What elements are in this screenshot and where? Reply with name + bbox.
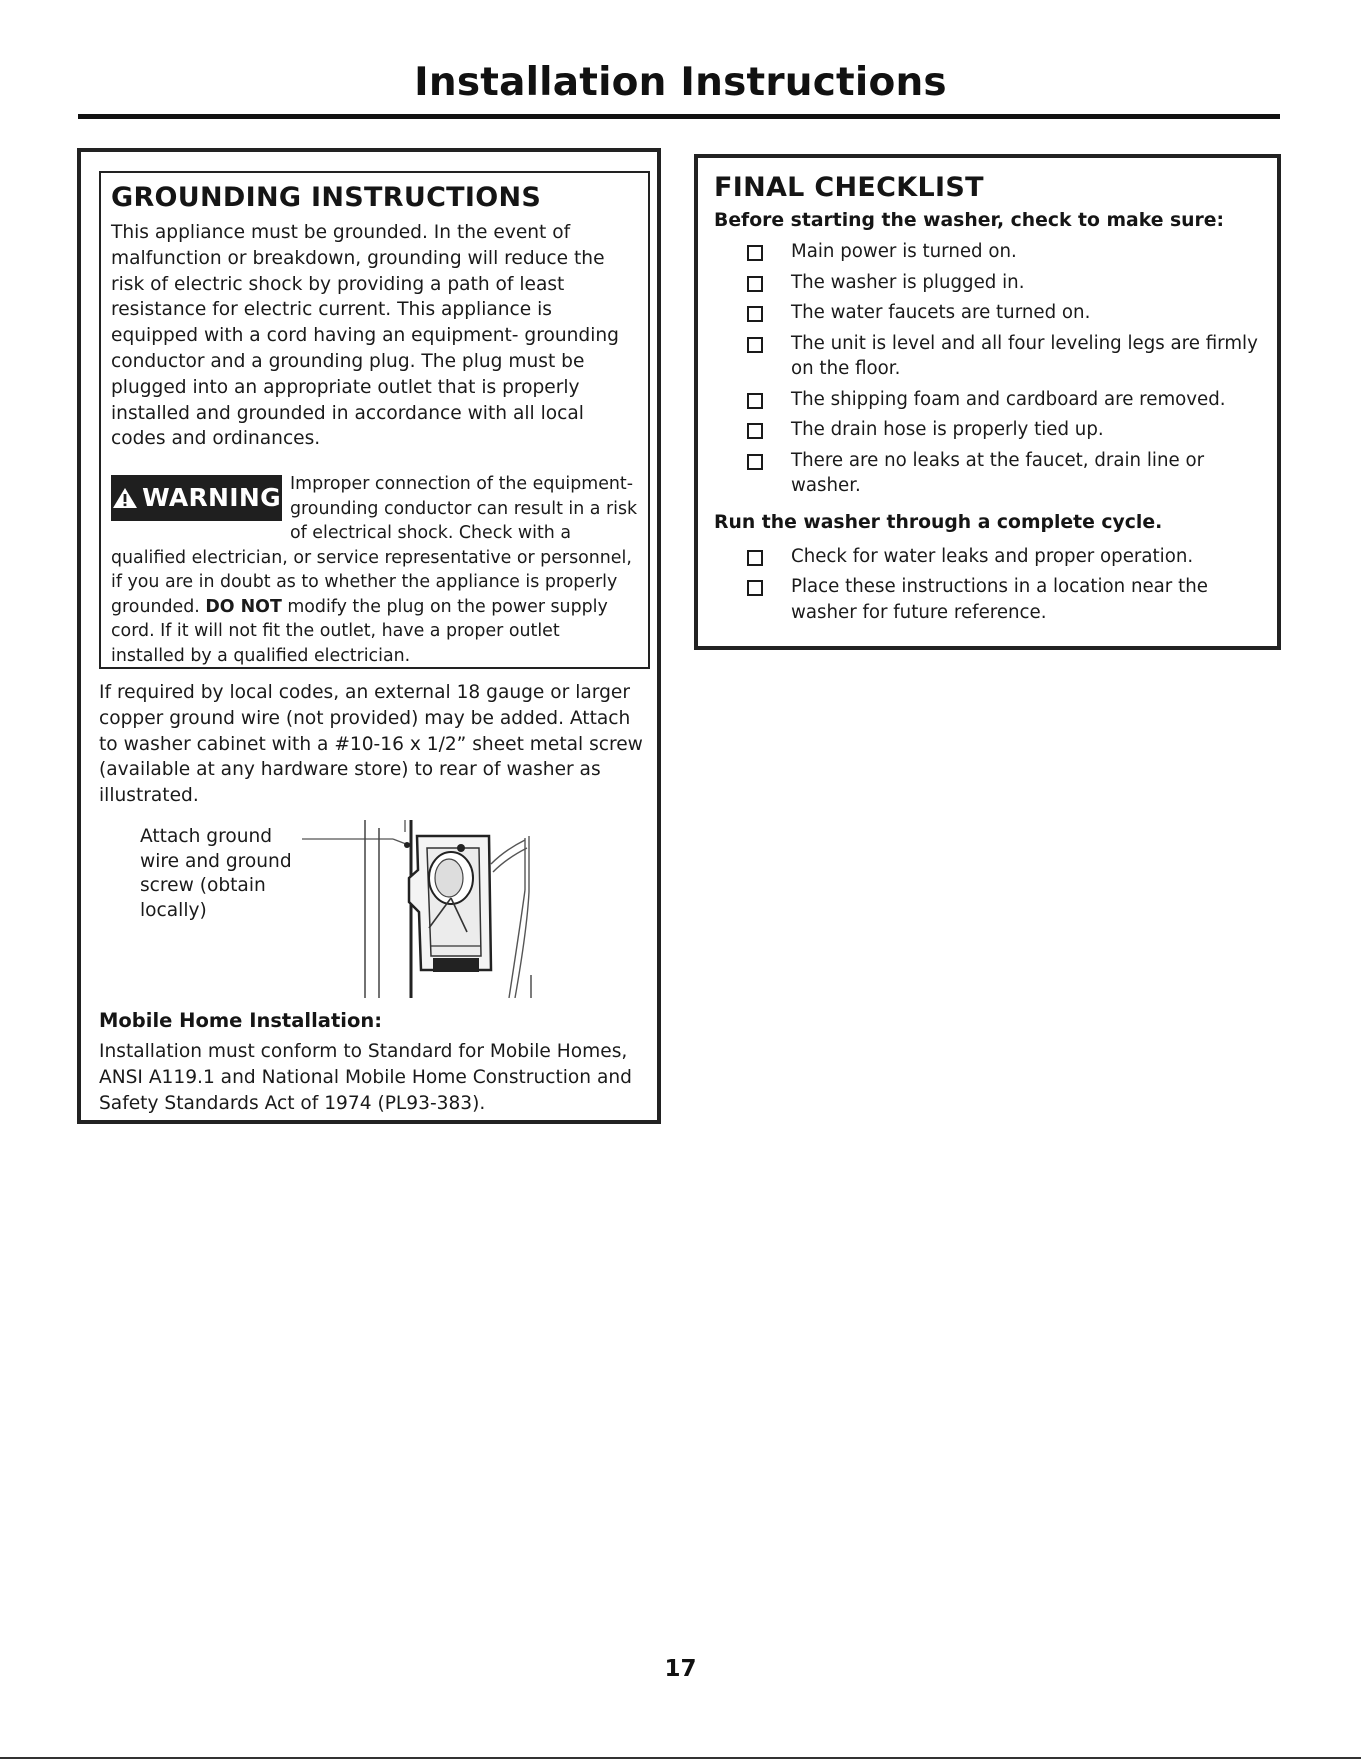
figure-label: Attach ground wire and ground screw (obtain locally) [140, 826, 292, 921]
checklist-item [714, 448, 1261, 499]
checklist-heading: FINAL CHECKLIST [714, 172, 984, 203]
checklist-item-text: The washer is plugged in. [791, 271, 1025, 293]
grounding-body: This appliance must be grounded. In the event of malfunction or breakdown, grounding will reduce the risk of electric shock by providing a path of least resistance for electric current. This appliance is equipped with a cord having an equipment- grounding conductor and a grounding plug. The plug must be plugged into an appropriate outlet that is properly installed and grounded in accordance with all local codes and ordinances. [111, 222, 619, 450]
checklist-item-text: The water faucets are turned on. [791, 302, 1091, 323]
checklist-item-text: There are no leaks at the faucet, drain line or washer. [791, 449, 1205, 496]
checklist-item [714, 331, 1261, 382]
checkbox-icon [747, 393, 763, 409]
checkbox-icon [747, 423, 763, 439]
title-rule [78, 114, 1280, 119]
grounding-panel [77, 148, 661, 1124]
final-checklist-panel [694, 154, 1281, 650]
before-checklist [714, 239, 1261, 499]
warning-triangle-icon [112, 487, 138, 509]
warning-badge [111, 475, 282, 521]
checklist-before-heading: Before starting the washer, check to make sure: [714, 210, 1225, 231]
checklist-item [714, 544, 1261, 570]
checkbox-icon [747, 580, 763, 596]
mobile-home-heading: Mobile Home Installation: [99, 1009, 383, 1032]
external-ground-body: If required by local codes, an external 18 gauge or larger copper ground wire (not provided) may be added. Attach to washer cabinet with a #10-16 x 1/2” sheet metal screw (available at any hardware store) to rear of washer as illustrated. [99, 682, 643, 807]
checkbox-icon [747, 454, 763, 470]
checkbox-icon [747, 337, 763, 353]
page-number: 17 [664, 1656, 697, 1682]
ground-wire-figure [99, 820, 644, 998]
warning-block [111, 472, 638, 668]
checkbox-icon [747, 276, 763, 292]
checkbox-icon [747, 245, 763, 261]
checklist-item [714, 270, 1261, 296]
checklist-item [714, 574, 1261, 625]
warning-do-not: DO NOT [205, 596, 282, 617]
checklist-item [714, 417, 1261, 443]
run-checklist [714, 544, 1261, 626]
warning-label: WARNING [142, 482, 281, 512]
checklist-item-text: The shipping foam and cardboard are removed. [791, 388, 1226, 410]
warning-text-2: modify the plug on the power supply cord. If it will not fit the outlet, have a proper outlet installed by a qualified electrician. [111, 596, 608, 666]
checklist-item [714, 239, 1261, 265]
checklist-item-text: The drain hose is properly tied up. [791, 419, 1104, 440]
checklist-item [714, 387, 1261, 413]
checkbox-icon [747, 550, 763, 566]
checklist-item [714, 300, 1261, 326]
checklist-item-text: Place these instructions in a location near the washer for future reference. [791, 576, 1208, 623]
grounding-box [99, 171, 650, 669]
bottom-rule [0, 1757, 1361, 1759]
warning-text-1: Improper connection of the equipment-grounding conductor can result in a risk of electrical shock. Check with a qualified electrician, or service representative or personnel, if you are in doubt as to whether the appliance is properly grounded. [111, 474, 638, 617]
washer-rear-illustration [299, 820, 549, 998]
mobile-home-body: Installation must conform to Standard for Mobile Homes, ANSI A119.1 and National Mobile Home Construction and Safety Standards Act of 1974 (PL93-383). [99, 1041, 632, 1114]
checklist-item-text: Main power is turned on. [791, 241, 1017, 262]
page-title: Installation Instructions [414, 60, 947, 105]
grounding-heading: GROUNDING INSTRUCTIONS [111, 182, 542, 213]
checklist-run-heading: Run the washer through a complete cycle. [714, 511, 1163, 533]
checklist-item-text: Check for water leaks and proper operation. [791, 545, 1194, 567]
checkbox-icon [747, 306, 763, 322]
checklist-item-text: The unit is level and all four leveling legs are firmly on the floor. [791, 332, 1258, 379]
